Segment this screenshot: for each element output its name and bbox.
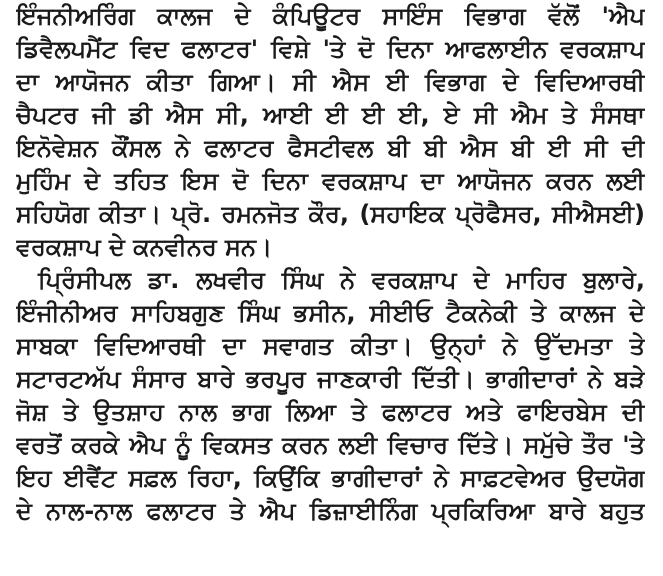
text-line: ਇੰਜੀਨੀਅਰ ਸਾਹਿਬਗੁਣ ਸਿੰਘ ਭਸੀਨ, ਸੀਈਓ ਟੈਕਨੇਕੀ ਤੇ ਕਾਲਜ ਦੇ bbox=[16, 299, 645, 327]
paragraph-1 bbox=[16, 0, 645, 264]
text-line: ਦੇ ਨਾਲ-ਨਾਲ ਫਲਾਟਰ ਤੇ ਐਪ ਡਿਜ਼ਾਈਨਿੰਗ ਪ੍ਰਕਿਰਿਆ ਬਾਰੇ ਬਹੁਤ bbox=[16, 497, 645, 525]
text-line: ਸਾਬਕਾ ਵਿਦਿਆਰਥੀ ਦਾ ਸਵਾਗਤ ਕੀਤਾ। ਉਨ੍ਹਾਂ ਨੇ ਉੱਦਮਤਾ ਤੇ bbox=[16, 332, 645, 360]
article-body bbox=[16, 0, 645, 528]
text-line: ਜੋਸ਼ ਤੇ ਉਤਸ਼ਾਹ ਨਾਲ ਭਾਗ ਲਿਆ ਤੇ ਫਲਾਟਰ ਅਤੇ ਫਾਇਰਬੇਸ ਦੀ bbox=[16, 398, 645, 426]
text-line: ਇੰਜਨੀਅਰਿੰਗ ਕਾਲਜ ਦੇ ਕੰਪਿਊਟਰ ਸਾਇੰਸ ਵਿਭਾਗ ਵੱਲੋਂ 'ਐਪ bbox=[16, 2, 645, 30]
text-line: ਸਟਾਰਟਅੱਪ ਸੰਸਾਰ ਬਾਰੇ ਭਰਪੂਰ ਜਾਣਕਾਰੀ ਦਿੱਤੀ। ਭਾਗੀਦਾਰਾਂ ਨੇ ਬੜੇ bbox=[16, 365, 645, 393]
text-line: ਵਰਤੋਂ ਕਰਕੇ ਐਪ ਨੂੰ ਵਿਕਸਤ ਕਰਨ ਲਈ ਵਿਚਾਰ ਦਿੱਤੇ। ਸਮੁੱਚੇ ਤੌਰ 'ਤੇ bbox=[16, 431, 645, 459]
text-line: ਵਰਕਸ਼ਾਪ ਦੇ ਕਨਵੀਨਰ ਸਨ। bbox=[16, 233, 273, 261]
text-line: ਚੈਪਟਰ ਜੀ ਡੀ ਐਸ ਸੀ, ਆਈ ਈ ਈ ਈ, ਏ ਸੀ ਐਮ ਤੇ ਸੰਸਥਾ bbox=[16, 101, 645, 129]
text-line: ਮੁਹਿੰਮ ਦੇ ਤਹਿਤ ਇਸ ਦੋ ਦਿਨਾ ਵਰਕਸ਼ਾਪ ਦਾ ਆਯੋਜਨ ਕਰਨ ਲਈ bbox=[16, 167, 645, 195]
text-line: ਪ੍ਰਿੰਸੀਪਲ ਡਾ. ਲਖਵੀਰ ਸਿੰਘ ਨੇ ਵਰਕਸ਼ਾਪ ਦੇ ਮਾਹਿਰ ਬੁਲਾਰੇ, bbox=[38, 266, 645, 294]
text-line: ਡਿਵੈਲਪਮੈਂਟ ਵਿਦ ਫਲਾਟਰ' ਵਿਸ਼ੇ 'ਤੇ ਦੋ ਦਿਨਾ ਆਫਲਾਈਨ ਵਰਕਸ਼ਾਪ bbox=[16, 35, 645, 63]
text-line: ਦਾ ਆਯੋਜਨ ਕੀਤਾ ਗਿਆ। ਸੀ ਐਸ ਈ ਵਿਭਾਗ ਦੇ ਵਿਦਿਆਰਥੀ bbox=[16, 68, 645, 96]
paragraph-2 bbox=[16, 264, 645, 528]
text-line: ਇਹ ਈਵੈਂਟ ਸਫ਼ਲ ਰਿਹਾ, ਕਿਉਂਕਿ ਭਾਗੀਦਾਰਾਂ ਨੇ ਸਾਫ਼ਟਵੇਅਰ ਉਦਯੋਗ bbox=[16, 464, 645, 492]
text-line: ਇਨੋਵੇਸ਼ਨ ਕੌਂਸਲ ਨੇ ਫਲਾਟਰ ਫੈਸਟੀਵਲ ਬੀ ਬੀ ਐਸ ਬੀ ਈ ਸੀ ਦੀ bbox=[16, 134, 645, 162]
text-line: ਸਹਿਯੋਗ ਕੀਤਾ। ਪ੍ਰੋ. ਰਮਨਜੋਤ ਕੌਰ, (ਸਹਾਇਕ ਪ੍ਰੋਫੈਸਰ, ਸੀਐਸਈ) bbox=[16, 200, 645, 228]
